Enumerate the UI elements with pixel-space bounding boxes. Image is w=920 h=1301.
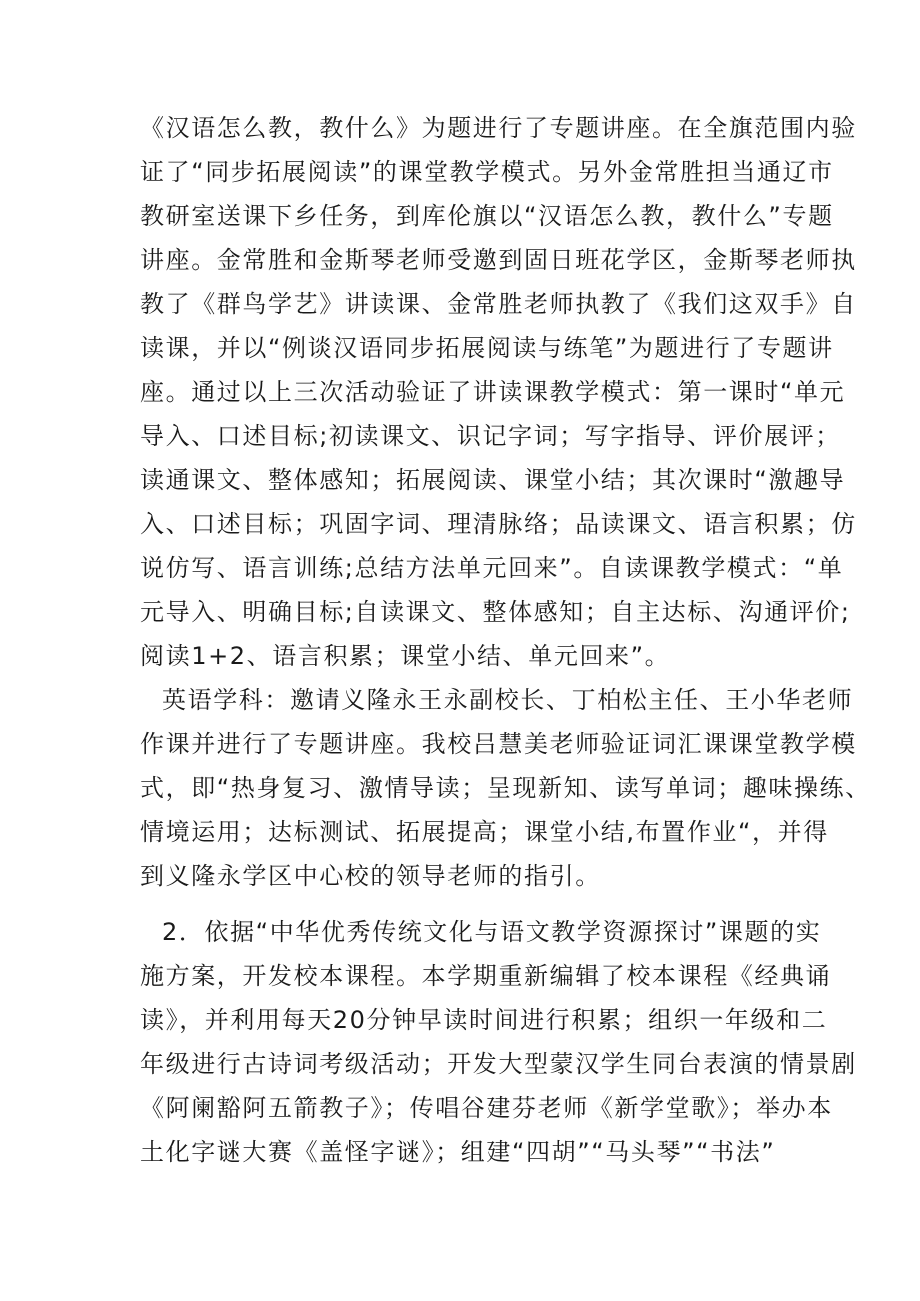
text-line: 施方案，开发校本课程。本学期重新编辑了校本课程《经典诵 [140, 962, 832, 990]
text-line: 入、口述目标；巩固字词、理清脉络；品读课文、语言积累；仿 [140, 510, 857, 538]
text-line: 读课，并以“例谈汉语同步拓展阅读与练笔”为题进行了专题讲 [140, 334, 834, 362]
text-line: 座。通过以上三次活动验证了讲读课教学模式：第一课时“单元 [140, 378, 846, 406]
text-line: 教了《群鸟学艺》讲读课、金常胜老师执教了《我们这双手》自 [140, 290, 857, 318]
text-line: 到义隆永学区中心校的领导老师的指引。 [140, 862, 601, 890]
text-line: 《汉语怎么教，教什么》为题进行了专题讲座。在全旗范围内验 [140, 114, 857, 142]
text-line: 元导入、明确目标;自读课文、整体感知；自主达标、沟通评价; [140, 598, 851, 626]
text-line: 教研室送课下乡任务，到库伦旗以“汉语怎么教，教什么”专题 [140, 202, 834, 230]
text-line: 读通课文、整体感知；拓展阅读、课堂小结；其次课时“激趣导 [140, 466, 846, 494]
text-line: 导入、口述目标;初读课文、识记字词；写字指导、评价展评； [140, 422, 841, 450]
text-line: 说仿写、语言训练;总结方法单元回来”。自读课教学模式：“单 [140, 554, 844, 582]
text-line: 式，即“热身复习、激情导读；呈现新知、读写单词；趣味操练、 [140, 774, 871, 802]
text-line: 情境运用；达标测试、拓展提高；课堂小结,布置作业“，并得 [140, 818, 829, 846]
text-line: 作课并进行了专题讲座。我校吕慧美老师验证词汇课课堂教学模 [140, 730, 857, 758]
paragraph-first-line: 英语学科：邀请义隆永王永副校长、丁柏松主任、王小华老师 [162, 686, 854, 714]
text-line: 读》，并利用每天20分钟早读时间进行积累；组织一年级和二 [140, 1006, 828, 1034]
paragraph-first-line: 2．依据“中华优秀传统文化与语文教学资源探讨”课题的实 [162, 918, 822, 946]
text-line: 讲座。金常胜和金斯琴老师受邀到固日班花学区，金斯琴老师执 [140, 246, 857, 274]
text-line: 土化字谜大赛《盖怪字谜》；组建“四胡”“马头琴”“书法” [140, 1138, 776, 1166]
text-line: 证了“同步拓展阅读”的课堂教学模式。另外金常胜担当通辽市 [140, 158, 834, 186]
text-line: 阅读1+2、语言积累；课堂小结、单元回来”。 [140, 642, 671, 670]
text-line: 《阿阑豁阿五箭教子》；传唱谷建芬老师《新学堂歌》；举办本 [140, 1094, 833, 1122]
text-line: 年级进行古诗词考级活动；开发大型蒙汉学生同台表演的情景剧 [140, 1050, 857, 1078]
